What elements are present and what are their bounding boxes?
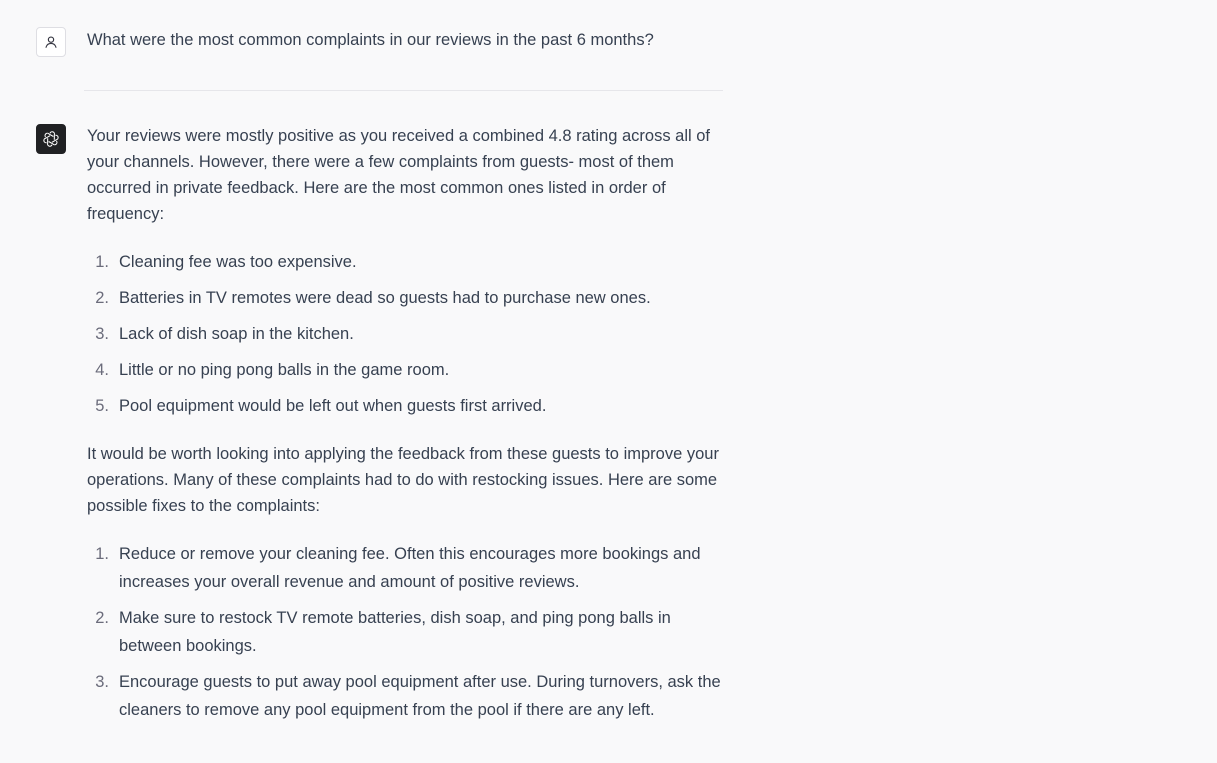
user-message-text: What were the most common complaints in our reviews in the past 6 months? xyxy=(87,31,654,49)
list-number: 3. xyxy=(95,673,109,691)
assistant-message xyxy=(87,123,727,745)
list-number: 3. xyxy=(95,325,109,343)
list-number: 1. xyxy=(95,253,109,271)
fix-item xyxy=(87,540,727,596)
list-number: 2. xyxy=(95,289,109,307)
fixes-list xyxy=(87,540,727,724)
assistant-avatar xyxy=(36,124,66,154)
complaint-item xyxy=(87,248,727,276)
list-item-text: Make sure to restock TV remote batteries, dish soap, and ping pong balls in between bookings. xyxy=(119,609,671,655)
user-icon xyxy=(44,35,58,49)
list-item-text: Little or no ping pong balls in the game room. xyxy=(119,361,450,379)
list-item-text: Pool equipment would be left out when guests first arrived. xyxy=(119,397,547,415)
fix-item xyxy=(87,604,727,660)
list-number: 2. xyxy=(95,609,109,627)
list-number: 1. xyxy=(95,545,109,563)
fix-item xyxy=(87,668,727,724)
list-item-text: Batteries in TV remotes were dead so guests had to purchase new ones. xyxy=(119,289,651,307)
response-intro: Your reviews were mostly positive as you received a combined 4.8 rating across all of your channels. However, there were a few complaints from guests- most of them occurred in private feedback. Here are the most common ones listed in order of frequency: xyxy=(87,127,711,223)
complaints-list xyxy=(87,248,727,420)
complaint-item xyxy=(87,284,727,312)
list-item-text: Cleaning fee was too expensive. xyxy=(119,253,357,271)
complaint-item xyxy=(87,320,727,348)
user-avatar xyxy=(36,27,66,57)
response-middle: It would be worth looking into applying the feedback from these guests to improve your operations. Many of these complaints had to do with restocking issues. Here are some possible fixes to the complaints: xyxy=(87,445,719,515)
list-item-text: Reduce or remove your cleaning fee. Often this encourages more bookings and increases your overall revenue and amount of positive reviews. xyxy=(119,545,701,591)
list-number: 5. xyxy=(95,397,109,415)
complaint-item xyxy=(87,356,727,384)
message-divider xyxy=(84,90,723,91)
list-number: 4. xyxy=(95,361,109,379)
openai-logo-icon xyxy=(43,131,59,147)
complaint-item xyxy=(87,392,727,420)
list-item-text: Lack of dish soap in the kitchen. xyxy=(119,325,354,343)
list-item-text: Encourage guests to put away pool equipment after use. During turnovers, ask the cleaners to remove any pool equipment from the pool if there are any left. xyxy=(119,673,721,719)
